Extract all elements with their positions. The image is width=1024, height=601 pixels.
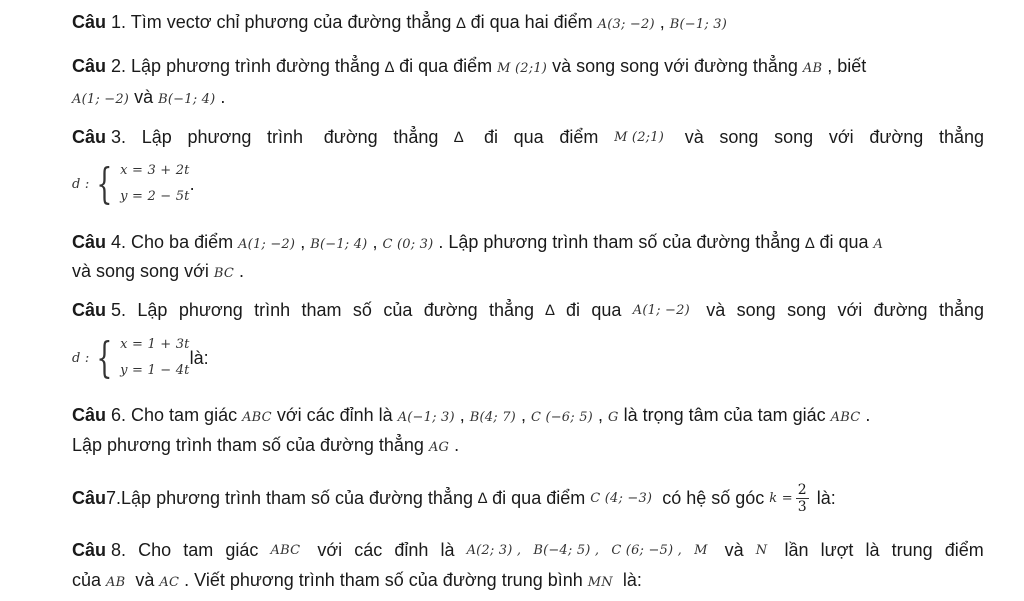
slope-fraction: $\frac{2}{3}$ <box>797 482 807 515</box>
point-a: A(2; 3) , <box>466 543 522 558</box>
point-a: A(−1; 3) <box>397 410 455 425</box>
question-label: Câu <box>72 12 107 32</box>
question-8: Câu 8. Cho tam giác ABC với các đỉnh là A(2; 3) , B(−4; 5) , C (6; −5) , M và N lần lượt là trung điểm <box>72 537 984 564</box>
point-c: C (6; −5) , <box>611 543 682 558</box>
triangle-symbol: ∆ <box>456 15 466 32</box>
question-6: Câu 6. Cho tam giác ABC với các đỉnh là A(−1; 3) , B(4; 7) , C (−6; 5) , G là trọng tâm của tam giác ABC . <box>72 405 871 425</box>
brace: { <box>96 333 113 382</box>
triangle-symbol: ∆ <box>454 129 464 146</box>
question-1: Câu 1. Tìm vectơ chỉ phương của đường thẳng ∆ đi qua hai điểm A(3; −2) , B(−1; 3) <box>72 12 728 32</box>
question-6-line-2: Lập phương trình tham số của đường thẳng AG . <box>72 435 460 455</box>
triangle-symbol: ∆ <box>545 302 555 319</box>
line-d-system: d : { x = 3 + 2t y = 2 − 5t . <box>72 159 195 208</box>
line-d-system: d : { x = 1 + 3t y = 1 − 4t là: <box>72 333 209 382</box>
question-5: Câu 5. Lập phương trình tham số của đường thẳng ∆ đi qua A(1; −2) và song song với đường thẳng <box>72 297 984 324</box>
point-b: B(4; 7) <box>469 410 516 425</box>
question-label: Câu <box>72 127 107 147</box>
triangle-symbol: ∆ <box>805 235 815 252</box>
question-8-line-2: của AB và AC . Viết phương trình tham số của đường trung bình MN là: <box>72 570 642 590</box>
question-4-line-2: và song song với BC . <box>72 261 245 281</box>
question-4: Câu 4. Cho ba điểm A(1; −2) , B(−1; 4) , C (0; 3) . Lập phương trình tham số của đường thẳng ∆ đi qua A <box>72 232 884 252</box>
question-3: Câu 3. Lập phương trình đường thẳng ∆ đi qua điểm M (2;1) và song song với đường thẳng <box>72 124 984 151</box>
point-b: B(−1; 3) <box>669 17 728 32</box>
point-a: A(3; −2) <box>597 17 655 32</box>
point-b: B(−4; 5) , <box>533 543 600 558</box>
segment-ab: AB <box>802 61 823 76</box>
triangle-symbol: ∆ <box>477 490 488 507</box>
segment-ab: AB <box>106 575 126 590</box>
segment-ag: AG <box>428 440 450 455</box>
triangle-abc: ABC <box>242 410 272 425</box>
question-label: Câu <box>72 488 107 508</box>
question-2: Câu 2. Lập phương trình đường thẳng ∆ đi qua điểm M (2;1) và song song với đường thẳng AB , biết <box>72 56 867 76</box>
point-a: A(1; −2) <box>72 92 130 107</box>
triangle-abc: ABC <box>270 543 301 558</box>
question-label: Câu <box>72 232 107 252</box>
segment-ac: AC <box>159 575 180 590</box>
point-b: B(−1; 4) <box>158 92 216 107</box>
point-m: M <box>694 543 708 558</box>
point-c: C (0; 3) <box>382 237 434 252</box>
point-a: A(1; −2) <box>632 303 690 318</box>
triangle-symbol: ∆ <box>384 59 395 76</box>
segment-bc: BC <box>213 266 235 281</box>
point-b: B(−1; 4) <box>310 237 368 252</box>
question-2-line-2: A(1; −2) và B(−1; 4) . <box>72 87 226 107</box>
point-m: M (2;1) <box>614 130 665 145</box>
point-c: C (−6; 5) <box>530 410 593 425</box>
point-g: G <box>607 410 619 425</box>
question-label: Câu <box>72 405 107 425</box>
brace: { <box>96 159 113 208</box>
question-7: Câu 7. Lập phương trình tham số của đường thẳng ∆ đi qua điểm C (4; −3) có hệ số góc k = $\frac{2}{3}$ là: <box>72 482 836 515</box>
question-label: Câu <box>72 540 107 560</box>
segment-mn: MN <box>587 575 613 590</box>
point-n: N <box>755 543 768 558</box>
point-c: C (4; −3) <box>590 491 653 506</box>
question-label: Câu <box>72 300 107 320</box>
point-a: A(1; −2) <box>238 237 296 252</box>
point-m: M (2;1) <box>497 61 548 76</box>
question-label: Câu <box>72 56 107 76</box>
